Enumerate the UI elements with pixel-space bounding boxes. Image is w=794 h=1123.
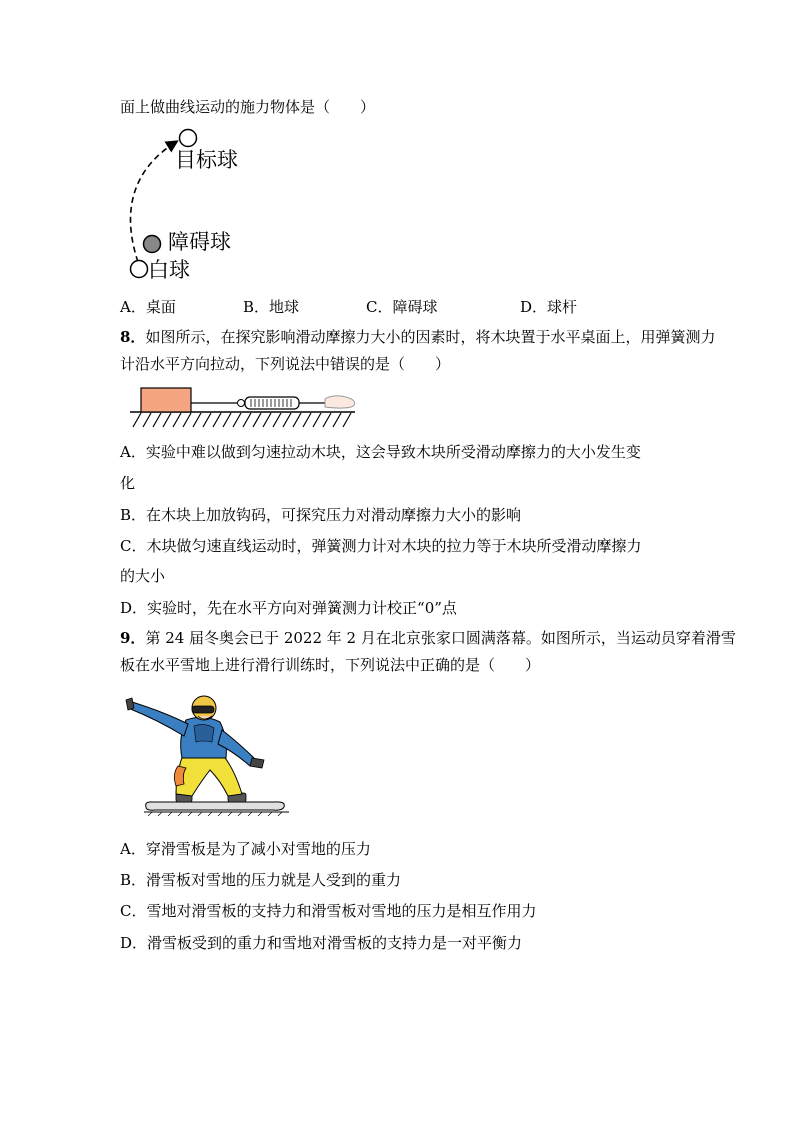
target-ball: [180, 130, 197, 147]
billiards-diagram-svg: [118, 122, 278, 287]
table-hatching: [133, 413, 351, 427]
friction-experiment-svg: [125, 385, 365, 437]
friction-experiment-diagram: [125, 385, 365, 437]
q8-option-c-line2: 的大小: [120, 567, 166, 585]
q7-stem-tail: 面上做曲线运动的施力物体是（ ）: [120, 98, 376, 116]
q7-option-d: D．球杆: [520, 298, 578, 316]
q7-option-c: C．障碍球: [366, 298, 438, 316]
left-arm: [128, 702, 188, 736]
q8-option-d: D．实验时，先在水平方向对弹簧测力计校正“0”点: [120, 599, 457, 617]
q8-number: 8．: [120, 328, 146, 346]
q9-number: 9．: [120, 629, 146, 647]
q8-option-a-line2: 化: [120, 474, 136, 492]
q9-stem-text: 第 24 届冬奥会已于 2022 年 2 月在北京张家口圆满落幕。如图所示，当运动员穿着滑雪: [145, 629, 736, 647]
left-glove: [126, 698, 134, 710]
white-ball-label: 白球: [148, 258, 190, 282]
q9-option-d: D．滑雪板受到的重力和雪地对滑雪板的支持力是一对平衡力: [120, 934, 523, 952]
snowboard: [146, 802, 285, 810]
right-glove: [250, 758, 264, 768]
obstacle-ball-label: 障碍球: [168, 230, 231, 254]
obstacle-ball: [144, 236, 161, 253]
q8-option-a-line1: A．实验中难以做到匀速拉动木块，这会导致木块所受滑动摩擦力的大小发生变: [120, 443, 641, 461]
pants: [176, 752, 242, 796]
goggles: [192, 706, 214, 713]
hand-icon: [325, 396, 355, 408]
q7-option-b: B．地球: [243, 298, 300, 316]
q8-option-b: B．在木块上加放钩码，可探究压力对滑动摩擦力大小的影响: [120, 506, 522, 524]
snowboarder-svg: [124, 690, 294, 818]
q7-option-a: A．桌面: [120, 298, 176, 316]
jacket-panel: [194, 724, 214, 742]
q9-option-a: A．穿滑雪板是为了减小对雪地的压力: [120, 840, 371, 858]
q9-stem-line1: [120, 628, 736, 648]
spring-scale-hook: [238, 400, 245, 407]
target-ball-label: 目标球: [175, 148, 238, 172]
wooden-block: [141, 388, 191, 412]
q8-stem-line1: [120, 327, 715, 347]
white-ball: [131, 261, 148, 278]
q8-option-c-line1: C．木块做匀速直线运动时，弹簧测力计对木块的拉力等于木块所受滑动摩擦力: [120, 537, 642, 555]
q9-option-b: B．滑雪板对雪地的压力就是人受到的重力: [120, 871, 402, 889]
q9-option-c: C．雪地对滑雪板的支持力和滑雪板对雪地的压力是相互作用力: [120, 902, 537, 920]
q8-stem-line2: 计沿水平方向拉动，下列说法中错误的是（ ）: [120, 355, 451, 373]
snow-hatching: [148, 812, 282, 816]
snowboarder-illustration: [124, 690, 294, 818]
q8-stem-text: 如图所示，在探究影响滑动摩擦力大小的因素时，将木块置于水平桌面上，用弹簧测力: [145, 328, 716, 346]
q9-stem-line2: 板在水平雪地上进行滑行训练时，下列说法中正确的是（ ）: [120, 656, 541, 674]
billiards-diagram: [118, 122, 278, 287]
